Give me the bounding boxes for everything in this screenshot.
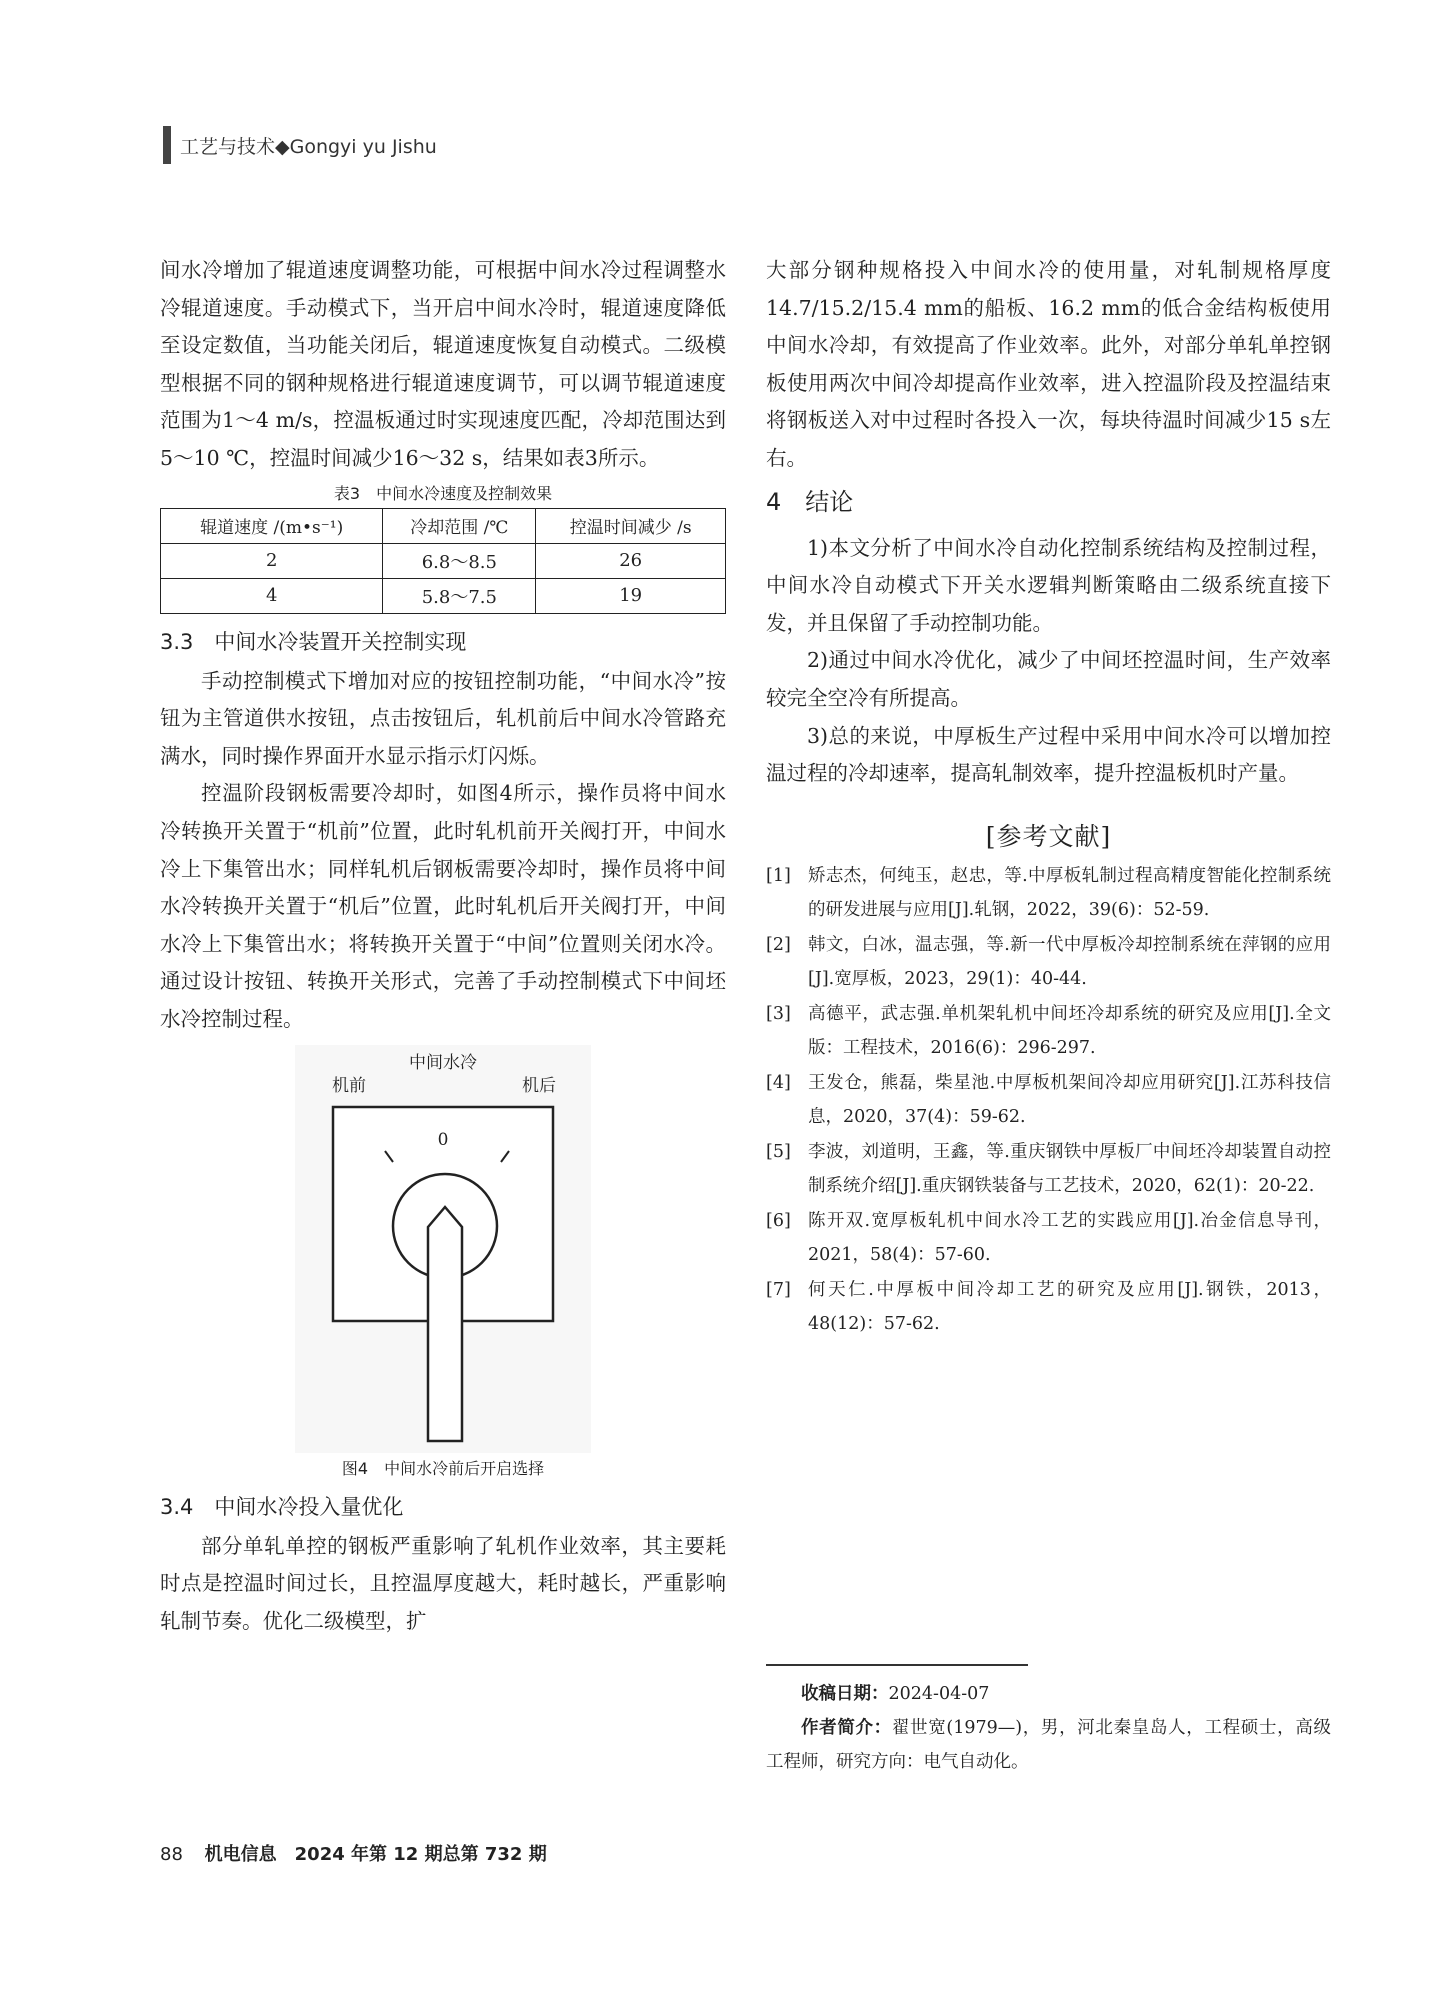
- conclusion-item: 3)总的来说，中厚板生产过程中采用中间水冷可以增加控温过程的冷却速率，提高轧制效率，提升控温板机时产量。: [766, 723, 1331, 786]
- table-row: [161, 543, 726, 578]
- footnote-author-value: 翟世宽(1979—)，男，河北秦皇岛人，工程硕士，高级工程师，研究方向：电气自动化。: [766, 1718, 1331, 1772]
- section-heading: 3.3 中间水冷装置开关控制实现: [160, 629, 467, 654]
- paragraph: 大部分钢种规格投入中间水冷的使用量，对轧制规格厚度14.7/15.2/15.4 mm的船板、16.2 mm的低合金结构板使用中间水冷却，有效提高了作业效率。此外，对部分单轧单控钢板使用两次中间冷却提高作业效率，进入控温阶段及控温结束将钢板送入对中过程时各投入一次，每块待温时间减少15 s左右。: [766, 258, 1331, 470]
- conclusion-item: 1)本文分析了中间水冷自动化控制系统结构及控制过程，中间水冷自动模式下开关水逻辑判断策略由二级系统直接下发，并且保留了手动控制功能。: [766, 535, 1331, 635]
- footnote-received-value: 2024-04-07: [888, 1684, 990, 1704]
- label-zero: 0: [437, 1129, 449, 1150]
- footnote-received-label: 收稿日期：: [801, 1684, 889, 1704]
- label-middle-water-cooling: 中间水冷: [409, 1052, 477, 1073]
- page-footer: [160, 1840, 547, 1866]
- reference-text: 矫志杰，何纯玉，赵忠，等.中厚板轧制过程高精度智能化控制系统的研发进展与应用[J].轧钢，2022，39(6)：52-59.: [808, 865, 1331, 921]
- section-heading: 4 结论: [766, 487, 854, 516]
- running-header: [163, 124, 437, 166]
- reference-number: [2]: [766, 934, 791, 955]
- paragraph: 手动控制模式下增加对应的按钮控制功能，“中间水冷”按钮为主管道供水按钮，点击按钮后，轧机前后中间水冷管路充满水，同时操作界面开水显示指示灯闪烁。: [160, 668, 726, 768]
- switch-diagram-svg: [295, 1045, 591, 1453]
- data-table: [160, 508, 726, 614]
- switch-handle-icon: [428, 1207, 462, 1441]
- reference-item: [766, 997, 1331, 1066]
- figure-caption: 图4 中间水冷前后开启选择: [341, 1458, 545, 1478]
- table-header-row: [161, 508, 726, 543]
- reference-item: [766, 928, 1331, 997]
- header-bar: [163, 126, 171, 164]
- table-header-cell: 辊道速度 /(m•s⁻¹): [161, 508, 383, 543]
- conclusion-item: 2)通过中间水冷优化，减少了中间坯控温时间，生产效率较完全空冷有所提高。: [766, 648, 1331, 710]
- journal-issue: 机电信息 2024 年第 12 期总第 732 期: [204, 1844, 547, 1865]
- table-row: [161, 578, 726, 613]
- table-cell: 26: [536, 543, 726, 578]
- reference-text: 高德平，武志强.单机架轧机中间坯冷却系统的研究及应用[J].全文版：工程技术，2016(6)：296-297.: [808, 1003, 1331, 1059]
- reference-item: [766, 1135, 1331, 1204]
- reference-number: [1]: [766, 865, 791, 886]
- reference-number: [5]: [766, 1141, 791, 1162]
- reference-item: [766, 1273, 1331, 1342]
- table-cell: 19: [536, 578, 726, 613]
- page-number: 88: [160, 1844, 183, 1865]
- header-section-label: 工艺与技术◆Gongyi yu Jishu: [180, 135, 437, 158]
- footnote-divider: [766, 1664, 1028, 1666]
- paragraph: 间水冷增加了辊道速度调整功能，可根据中间水冷过程调整水冷辊道速度。手动模式下，当开启中间水冷时，辊道速度降低至设定数值，当功能关闭后，辊道速度恢复自动模式。二级模型根据不同的钢种规格进行辊道速度调节，可以调节辊道速度范围为1～4 m/s，控温板通过时实现速度匹配，冷却范围达到5～10 ℃，控温时间减少16～32 s，结果如表3所示。: [160, 258, 726, 470]
- reference-text: 王发仓，熊磊，柴星池.中厚板机架间冷却应用研究[J].江苏科技信息，2020，37(4)：59-62.: [808, 1072, 1331, 1128]
- reference-item: [766, 1066, 1331, 1135]
- reference-number: [6]: [766, 1210, 791, 1231]
- left-column: [160, 252, 726, 1640]
- table-header-cell: 冷却范围 /℃: [383, 508, 536, 543]
- references-title: [参考文献]: [985, 821, 1112, 851]
- reference-item: [766, 1204, 1331, 1273]
- reference-number: [4]: [766, 1072, 791, 1093]
- table-cell: 2: [161, 543, 383, 578]
- footnote-received: [766, 1677, 1331, 1711]
- table-caption: 表3 中间水冷速度及控制效果: [333, 483, 553, 503]
- reference-number: [7]: [766, 1279, 791, 1300]
- right-column: [766, 252, 1331, 1342]
- table-cell: 4: [161, 578, 383, 613]
- paragraph: 部分单轧单控的钢板严重影响了轧机作业效率，其主要耗时点是控温时间过长，且控温厚度越大，耗时越长，严重影响轧制节奏。优化二级模型，扩: [160, 1533, 726, 1633]
- reference-text: 何天仁.中厚板中间冷却工艺的研究及应用[J].钢铁，2013，48(12)：57-62.: [808, 1279, 1331, 1335]
- reference-item: [766, 859, 1331, 928]
- label-front: 机前: [332, 1075, 366, 1096]
- section-heading: 3.4 中间水冷投入量优化: [160, 1494, 404, 1519]
- footnote-author: [766, 1711, 1331, 1779]
- table-header-cell: 控温时间减少 /s: [536, 508, 726, 543]
- table-cell: 6.8～8.5: [383, 543, 536, 578]
- footnote-author-label: 作者简介：: [801, 1718, 892, 1738]
- reference-text: 李波，刘道明，王鑫，等.重庆钢铁中厚板厂中间坯冷却装置自动控制系统介绍[J].重庆钢铁装备与工艺技术，2020，62(1)：20-22.: [808, 1141, 1331, 1197]
- reference-number: [3]: [766, 1003, 791, 1024]
- table-cell: 5.8～7.5: [383, 578, 536, 613]
- figure-switch-diagram: [295, 1045, 591, 1453]
- reference-text: 陈开双.宽厚板轧机中间水冷工艺的实践应用[J].冶金信息导刊，2021，58(4)：57-60.: [808, 1210, 1331, 1266]
- label-rear: 机后: [522, 1075, 556, 1096]
- paragraph: 控温阶段钢板需要冷却时，如图4所示，操作员将中间水冷转换开关置于“机前”位置，此时轧机前开关阀打开，中间水冷上下集管出水；同样轧机后钢板需要冷却时，操作员将中间水冷转换开关置于“机后”位置，此时轧机后开关阀打开，中间水冷上下集管出水；将转换开关置于“中间”位置则关闭水冷。通过设计按钮、转换开关形式，完善了手动控制模式下中间坯水冷控制过程。: [160, 781, 726, 1031]
- reference-text: 韩文，白冰，温志强，等.新一代中厚板冷却控制系统在萍钢的应用[J].宽厚板，2023，29(1)：40-44.: [808, 934, 1331, 990]
